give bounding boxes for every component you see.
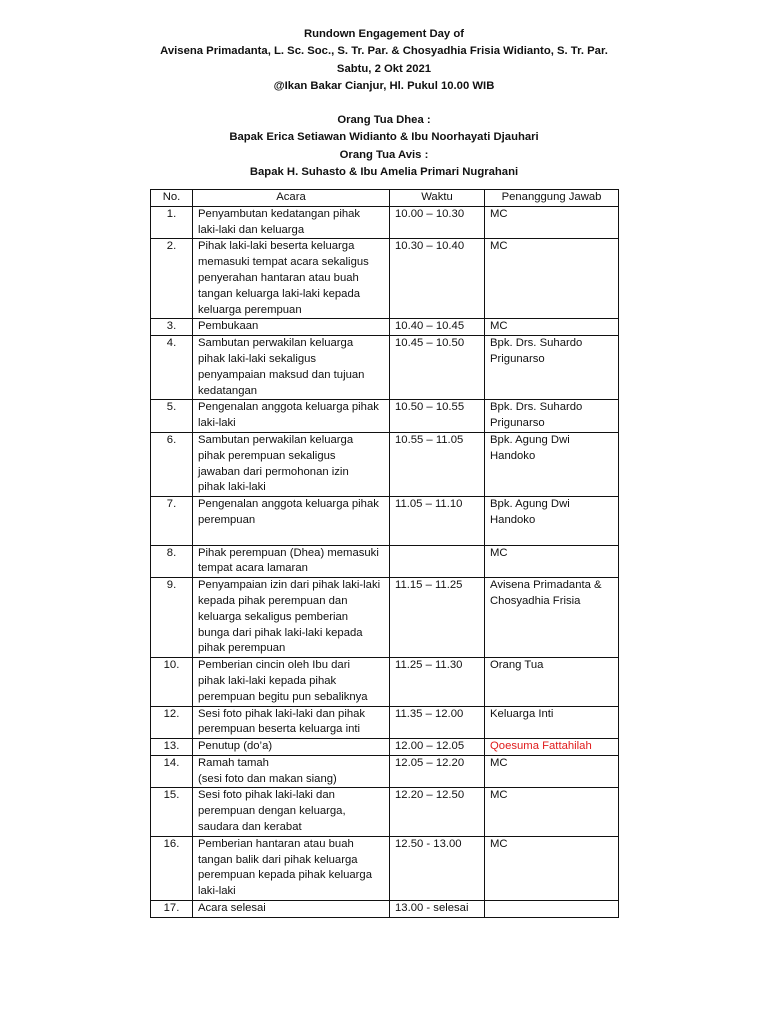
penanggung-jawab-line: Prigunarso (490, 352, 545, 365)
row-number: 9. (151, 578, 193, 658)
couple-names: Avisena Primadanta, L. Sc. Soc., S. Tr. Par. & Chosyadhia Frisia Widianto, S. Tr. Par. (160, 45, 608, 58)
parents-dhea-names: Bapak Erica Setiawan Widianto & Ibu Noorhayati Djauhari (229, 131, 539, 144)
row-penanggung-jawab (485, 400, 619, 433)
penanggung-jawab-line: Bpk. Agung Dwi (490, 498, 570, 511)
acara-line: penyampaian maksud dan tujuan (198, 368, 365, 381)
acara-line: laki-laki (198, 885, 236, 898)
acara-line: perempuan begitu pun sebaliknya (198, 690, 368, 703)
acara-line: tangan keluarga laki-laki kepada (198, 287, 361, 300)
row-acara (193, 836, 390, 900)
acara-line: Sesi foto pihak laki-laki dan (198, 789, 335, 802)
row-waktu (390, 706, 485, 739)
table-row (151, 578, 619, 658)
penanggung-jawab-line: MC (490, 207, 508, 220)
row-number: 14. (151, 755, 193, 788)
acara-line: tangan balik dari pihak keluarga (198, 853, 358, 866)
acara-line: Penutup (do’a) (198, 740, 273, 753)
row-number: 12. (151, 706, 193, 739)
document-title: Rundown Engagement Day of (303, 28, 465, 40)
row-number: 15. (151, 788, 193, 836)
row-acara (193, 400, 390, 433)
rundown-table-body (151, 206, 619, 917)
acara-line: penyerahan hantaran atau buah (198, 271, 359, 284)
row-number: 7. (151, 497, 193, 545)
row-acara (193, 706, 390, 739)
acara-line: jawaban dari permohonan izin (198, 465, 349, 478)
acara-line: pihak perempuan (198, 642, 286, 655)
acara-line: kedatangan (198, 384, 258, 397)
row-penanggung-jawab (485, 658, 619, 706)
row-number: 6. (151, 432, 193, 496)
waktu-text: 11.05 – 11.10 (395, 498, 463, 511)
row-penanggung-jawab (485, 755, 619, 788)
row-acara (193, 901, 390, 918)
row-penanggung-jawab (485, 836, 619, 900)
row-waktu (390, 788, 485, 836)
acara-line: pihak laki-laki sekaligus (198, 352, 317, 365)
row-acara (193, 578, 390, 658)
acara-line: keluarga sekaligus pemberian (198, 610, 349, 623)
row-penanggung-jawab (485, 319, 619, 336)
parents-dhea-label: Orang Tua Dhea : (337, 114, 431, 127)
column-header-no: No. (151, 190, 193, 207)
table-row (151, 545, 619, 578)
acara-line: Sambutan perwakilan keluarga (198, 433, 354, 446)
row-penanggung-jawab (485, 336, 619, 400)
penanggung-jawab-line: MC (490, 320, 508, 333)
waktu-text (395, 547, 398, 559)
acara-line: Sesi foto pihak laki-laki dan pihak (198, 707, 366, 720)
waktu-text: 10.00 – 10.30 (395, 207, 465, 220)
acara-line: pihak laki-laki (198, 481, 266, 494)
acara-line: laki-laki (198, 417, 236, 430)
row-waktu (390, 336, 485, 400)
penanggung-jawab-line: MC (490, 756, 508, 769)
penanggung-jawab-line: Avisena Primadanta & (490, 579, 602, 592)
table-row (151, 400, 619, 433)
parents-avis-names: Bapak H. Suhasto & Ibu Amelia Primari Nugrahani (249, 166, 519, 179)
row-waktu (390, 319, 485, 336)
waktu-text: 10.40 – 10.45 (395, 320, 465, 333)
row-number: 10. (151, 658, 193, 706)
row-number: 2. (151, 239, 193, 319)
acara-line: Sambutan perwakilan keluarga (198, 337, 354, 350)
penanggung-jawab-line: Bpk. Drs. Suhardo (490, 401, 583, 414)
row-number: 3. (151, 319, 193, 336)
acara-line: Pihak laki-laki beserta keluarga (198, 240, 355, 253)
row-waktu (390, 497, 485, 545)
row-number: 5. (151, 400, 193, 433)
acara-line: Pembukaan (198, 320, 259, 333)
header-spacer (0, 95, 768, 112)
acara-line: bunga dari pihak laki-laki kepada (198, 626, 363, 639)
column-header-acara: Acara (193, 190, 390, 207)
row-waktu (390, 400, 485, 433)
row-acara (193, 432, 390, 496)
row-acara (193, 336, 390, 400)
row-penanggung-jawab (485, 206, 619, 239)
penanggung-jawab-line: MC (490, 837, 508, 850)
row-waktu (390, 755, 485, 788)
table-row (151, 901, 619, 918)
row-waktu (390, 432, 485, 496)
row-penanggung-jawab (485, 706, 619, 739)
table-row (151, 206, 619, 239)
table-header-row (151, 190, 619, 207)
acara-line: Acara selesai (198, 902, 266, 915)
row-penanggung-jawab (485, 545, 619, 578)
acara-line: pihak laki-laki kepada pihak (198, 674, 337, 687)
waktu-text: 12.50 - 13.00 (395, 837, 462, 850)
table-row (151, 755, 619, 788)
row-number: 4. (151, 336, 193, 400)
penanggung-jawab-line: Chosyadhia Frisia (490, 594, 581, 607)
row-number: 17. (151, 901, 193, 918)
row-acara (193, 545, 390, 578)
table-row (151, 739, 619, 756)
penanggung-jawab-line: Bpk. Agung Dwi (490, 433, 570, 446)
rundown-table (150, 189, 619, 918)
event-venue: @Ikan Bakar Cianjur, Hl. Pukul 10.00 WIB (273, 79, 495, 92)
penanggung-jawab-line: MC (490, 546, 508, 559)
row-acara (193, 497, 390, 545)
acara-line: Pemberian hantaran atau buah (198, 837, 354, 850)
penanggung-jawab-line: Handoko (490, 513, 536, 526)
row-acara (193, 206, 390, 239)
penanggung-jawab-line (490, 901, 613, 917)
row-waktu (390, 836, 485, 900)
row-waktu (390, 239, 485, 319)
row-waktu (390, 578, 485, 658)
row-number: 1. (151, 206, 193, 239)
acara-line: perempuan beserta keluarga inti (198, 723, 361, 736)
row-penanggung-jawab (485, 901, 619, 918)
waktu-text: 10.50 – 10.55 (395, 401, 465, 414)
acara-line: (sesi foto dan makan siang) (198, 772, 337, 785)
table-row (151, 239, 619, 319)
acara-line: Pengenalan anggota keluarga pihak (198, 401, 379, 414)
acara-line: keluarga perempuan (198, 303, 302, 316)
waktu-text: 13.00 - selesai (395, 902, 469, 915)
table-row (151, 658, 619, 706)
waktu-text: 12.20 – 12.50 (395, 789, 465, 802)
row-penanggung-jawab (485, 578, 619, 658)
row-penanggung-jawab (485, 739, 619, 756)
penanggung-jawab-line: Handoko (490, 449, 536, 462)
penanggung-jawab-line: MC (490, 789, 508, 802)
row-acara (193, 788, 390, 836)
acara-line: perempuan dengan keluarga, (198, 805, 346, 818)
table-row (151, 788, 619, 836)
row-number: 8. (151, 545, 193, 578)
acara-line: Ramah tamah (198, 756, 269, 769)
penanggung-jawab-line: MC (490, 240, 508, 253)
document-header (0, 26, 768, 181)
row-acara (193, 319, 390, 336)
acara-line: laki-laki dan keluarga (198, 223, 305, 236)
acara-line: Pengenalan anggota keluarga pihak (198, 498, 379, 511)
waktu-text: 11.35 – 12.00 (395, 707, 464, 720)
penanggung-jawab-line: Keluarga Inti (490, 707, 554, 720)
event-date: Sabtu, 2 Okt 2021 (336, 62, 432, 75)
penanggung-jawab-line: Qoesuma Fattahilah (490, 740, 592, 753)
waktu-text: 12.05 – 12.20 (395, 756, 465, 769)
waktu-text: 12.00 – 12.05 (395, 740, 465, 753)
table-row (151, 836, 619, 900)
row-number: 16. (151, 836, 193, 900)
row-acara (193, 658, 390, 706)
table-row (151, 336, 619, 400)
acara-line: perempuan (198, 513, 256, 526)
acara-line: Pihak perempuan (Dhea) memasuki (198, 546, 379, 559)
column-header-waktu: Waktu (390, 190, 485, 207)
acara-line: perempuan kepada pihak keluarga (198, 869, 372, 882)
row-penanggung-jawab (485, 239, 619, 319)
penanggung-jawab-line: Bpk. Drs. Suhardo (490, 337, 583, 350)
row-acara (193, 755, 390, 788)
row-waktu (390, 739, 485, 756)
waktu-text: 11.25 – 11.30 (395, 659, 463, 672)
table-row (151, 319, 619, 336)
row-penanggung-jawab (485, 497, 619, 545)
penanggung-jawab-line: Orang Tua (490, 659, 544, 672)
parents-avis-label: Orang Tua Avis : (339, 148, 429, 161)
acara-line: Pemberian cincin oleh Ibu dari (198, 659, 350, 672)
waktu-text: 11.15 – 11.25 (395, 579, 463, 592)
row-acara (193, 739, 390, 756)
acara-line: pihak perempuan sekaligus (198, 449, 336, 462)
acara-line: saudara dan kerabat (198, 821, 302, 834)
row-penanggung-jawab (485, 432, 619, 496)
waktu-text: 10.45 – 10.50 (395, 337, 465, 350)
acara-line: tempat acara lamaran (198, 562, 308, 575)
acara-line: Penyambutan kedatangan pihak (198, 207, 361, 220)
acara-line: Penyampaian izin dari pihak laki-laki (198, 579, 381, 592)
row-waktu (390, 901, 485, 918)
row-acara (193, 239, 390, 319)
waktu-text: 10.30 – 10.40 (395, 240, 465, 253)
acara-line: kepada pihak perempuan dan (198, 594, 348, 607)
row-waktu (390, 658, 485, 706)
row-penanggung-jawab (485, 788, 619, 836)
table-row (151, 497, 619, 545)
acara-line (198, 529, 384, 545)
row-waktu (390, 545, 485, 578)
penanggung-jawab-line: Prigunarso (490, 417, 545, 430)
row-waktu (390, 206, 485, 239)
row-number: 13. (151, 739, 193, 756)
table-row (151, 706, 619, 739)
table-row (151, 432, 619, 496)
waktu-text: 10.55 – 11.05 (395, 433, 464, 446)
acara-line: memasuki tempat acara sekaligus (198, 256, 369, 269)
column-header-penanggung-jawab: Penanggung Jawab (485, 190, 619, 207)
